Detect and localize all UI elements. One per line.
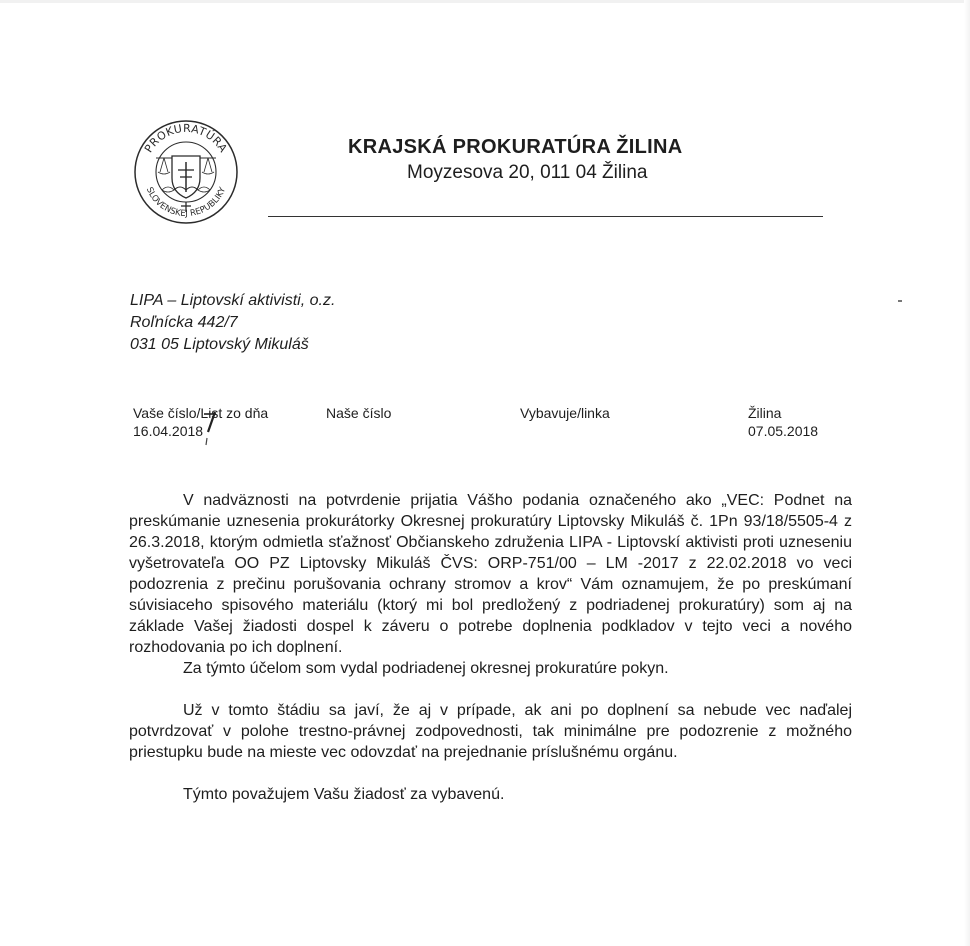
header-divider — [268, 216, 823, 217]
place-label: Žilina — [748, 405, 782, 421]
seal-text-bottom: SLOVENSKEJ REPUBLIKY — [143, 185, 229, 220]
place-and-date — [748, 404, 818, 440]
your-reference-label: Vaše číslo/List zo dňa — [133, 405, 269, 421]
body-paragraph-4: Týmto považujem Vašu žiadosť za vybavenú. — [183, 786, 505, 803]
letter-body — [129, 490, 852, 805]
body-paragraph-2: Za týmto účelom som vydal podriadenej okresnej prokuratúre pokyn. — [183, 660, 669, 677]
your-reference-date: 16.04.2018 — [133, 423, 204, 439]
scan-speck — [898, 300, 902, 302]
prosecution-office-name: KRAJSKÁ PROKURATÚRA ŽILINA — [348, 136, 683, 158]
letter-date: 07.05.2018 — [748, 423, 819, 439]
scan-top-edge — [0, 0, 970, 3]
prosecution-office-address: Moyzesova 20, 011 04 Žilina — [407, 162, 648, 183]
addressee-street: Roľnícka 442/7 — [130, 314, 238, 331]
addressee-block — [130, 290, 335, 356]
prosecution-seal-icon — [132, 118, 240, 226]
addressee-city: 031 05 Liptovský Mikuláš — [130, 336, 309, 353]
addressee-name: LIPA – Liptovskí aktivisti, o.z. — [130, 292, 336, 309]
scan-right-edge — [964, 0, 970, 946]
our-reference-label: Naše číslo — [326, 405, 392, 421]
handled-by-label: Vybavuje/linka — [520, 405, 610, 421]
body-paragraph-1: V nadväznosti na potvrdenie prijatia Vášho podania označeného ako „VEC: Podnet na preskúmanie uznesenia prokurátorky Okresnej prokuratúry Liptovsky Mikuláš č. 1Pn 93/18/5505-4 z 26.3.2018, ktorým odmietla sťažnosť Občianskeho združenia LIPA - Liptovskí aktivisti proti uzneseniu vyšetrovateľa OO PZ Liptovsky Mikuláš ČVS: ORP-751/00 – LM -2017 z 22.02.2018 vo veci podozrenia z prečinu porušovania ochrany stromov a krov“ Vám oznamujem, že po preskúmaní súvisiaceho spisového materiálu (ktorý mi bol predložený z podriadenej prokuratúry) som aj na základe Vašej žiadosti dospel k záveru o potrebe doplnenia podkladov v tejto veci a nového rozhodovania po ich doplnení. — [129, 492, 852, 656]
our-reference — [326, 404, 391, 422]
body-paragraph-3: Už v tomto štádiu sa javí, že aj v prípade, ak ani po doplnení sa nebude vec naďalej potvrdzovať v polohe trestno-právnej zodpovednosti, tak minimálne pre podozrenie z možného priestupku bude na mieste vec odovzdať na prejednanie príslušnému orgánu. — [129, 702, 852, 761]
handled-by — [520, 404, 610, 422]
seal-text-top: PROKURATÚRA — [142, 121, 230, 155]
svg-text:PROKURATÚRA — [142, 122, 230, 155]
pen-mark-icon — [200, 410, 220, 448]
